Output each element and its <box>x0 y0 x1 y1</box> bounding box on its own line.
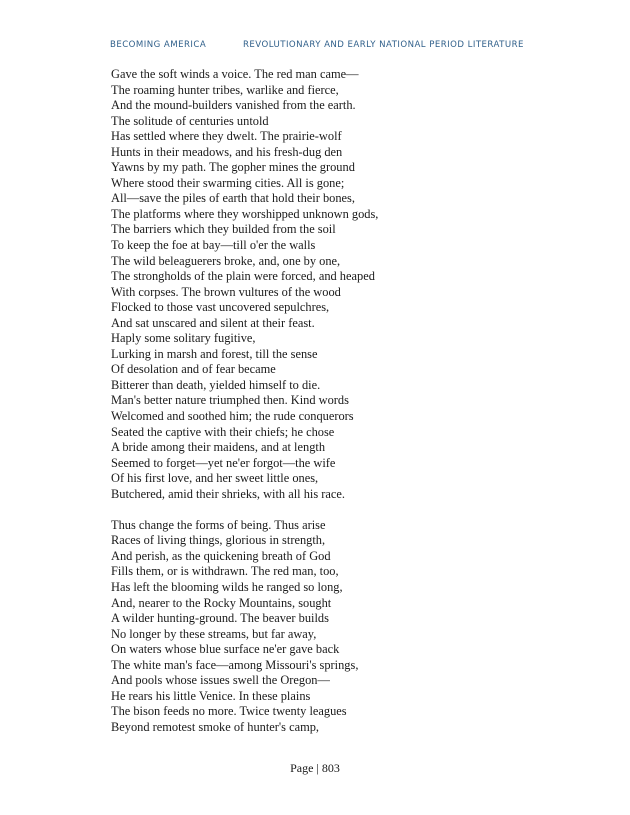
poem-line: The solitude of centuries untold <box>111 113 269 128</box>
poem-line: Man's better nature triumphed then. Kind words <box>111 393 349 408</box>
poem-line: Lurking in marsh and forest, till the sense <box>111 346 318 361</box>
poem-body <box>111 67 531 735</box>
poem-line: He rears his little Venice. In these plains <box>111 688 311 703</box>
stanza <box>111 518 531 736</box>
poem-line: And perish, as the quickening breath of God <box>111 548 331 563</box>
poem-line: The wild beleaguerers broke, and, one by one, <box>111 253 341 268</box>
poem-line: And pools whose issues swell the Oregon— <box>111 673 330 688</box>
poem-line: Seated the captive with their chiefs; he chose <box>111 424 335 439</box>
poem-line: And, nearer to the Rocky Mountains, sought <box>111 595 332 610</box>
poem-line: Bitterer than death, yielded himself to die. <box>111 377 321 392</box>
poem-line: Fills them, or is withdrawn. The red man, too, <box>111 564 339 579</box>
poem-line: On waters whose blue surface ne'er gave back <box>111 642 340 657</box>
poem-line: Haply some solitary fugitive, <box>111 331 256 346</box>
poem-line: Has left the blooming wilds he ranged so long, <box>111 580 343 594</box>
poem-line: A bride among their maidens, and at length <box>111 440 326 455</box>
poem-line: Seemed to forget—yet ne'er forgot—the wife <box>111 455 336 470</box>
poem-line: Where stood their swarming cities. All is gone; <box>111 175 345 190</box>
poem-line: And sat unscared and silent at their feast. <box>111 315 315 330</box>
running-header <box>110 40 530 54</box>
poem-line: No longer by these streams, but far away, <box>111 626 317 641</box>
poem-line: Of his first love, and her sweet little ones, <box>111 471 319 486</box>
poem-line: Gave the soft winds a voice. The red man came— <box>111 67 359 81</box>
poem-line: And the mound-builders vanished from the earth. <box>111 98 356 113</box>
poem-line: The roaming hunter tribes, warlike and fierce, <box>111 82 339 97</box>
section-title: REVOLUTIONARY AND EARLY NATIONAL PERIOD LITERATURE <box>243 40 524 50</box>
poem-line: Beyond remotest smoke of hunter's camp, <box>111 719 320 734</box>
poem-line: To keep the foe at bay—till o'er the walls <box>111 238 316 253</box>
poem-line: Thus change the forms of being. Thus arise <box>111 517 326 532</box>
poem-line: With corpses. The brown vultures of the wood <box>111 284 341 299</box>
poem-line: Welcomed and soothed him; the rude conquerors <box>111 409 354 424</box>
book-title: BECOMING AMERICA <box>110 40 207 50</box>
poem-line: Yawns by my path. The gopher mines the ground <box>111 160 355 175</box>
poem-line: Races of living things, glorious in strength, <box>111 533 326 548</box>
poem-line: The platforms where they worshipped unknown gods, <box>111 206 379 221</box>
poem-line: Butchered, amid their shrieks, with all his race. <box>111 486 345 501</box>
poem-line: The strongholds of the plain were forced, and heaped <box>111 269 375 284</box>
poem-line: The bison feeds no more. Twice twenty leagues <box>111 704 347 719</box>
poem-line: The barriers which they builded from the soil <box>111 222 336 237</box>
page-number: Page | 803 <box>290 761 340 775</box>
poem-line: The white man's face—among Missouri's springs, <box>111 657 359 672</box>
poem-line: All—save the piles of earth that hold their bones, <box>111 191 355 206</box>
poem-line: A wilder hunting-ground. The beaver builds <box>111 611 329 626</box>
poem-line: Has settled where they dwelt. The prairie-wolf <box>111 129 342 144</box>
poem-line: Hunts in their meadows, and his fresh-dug den <box>111 144 343 159</box>
stanza <box>111 67 531 502</box>
poem-line: Of desolation and of fear became <box>111 362 276 377</box>
poem-line: Flocked to those vast uncovered sepulchres, <box>111 300 330 315</box>
